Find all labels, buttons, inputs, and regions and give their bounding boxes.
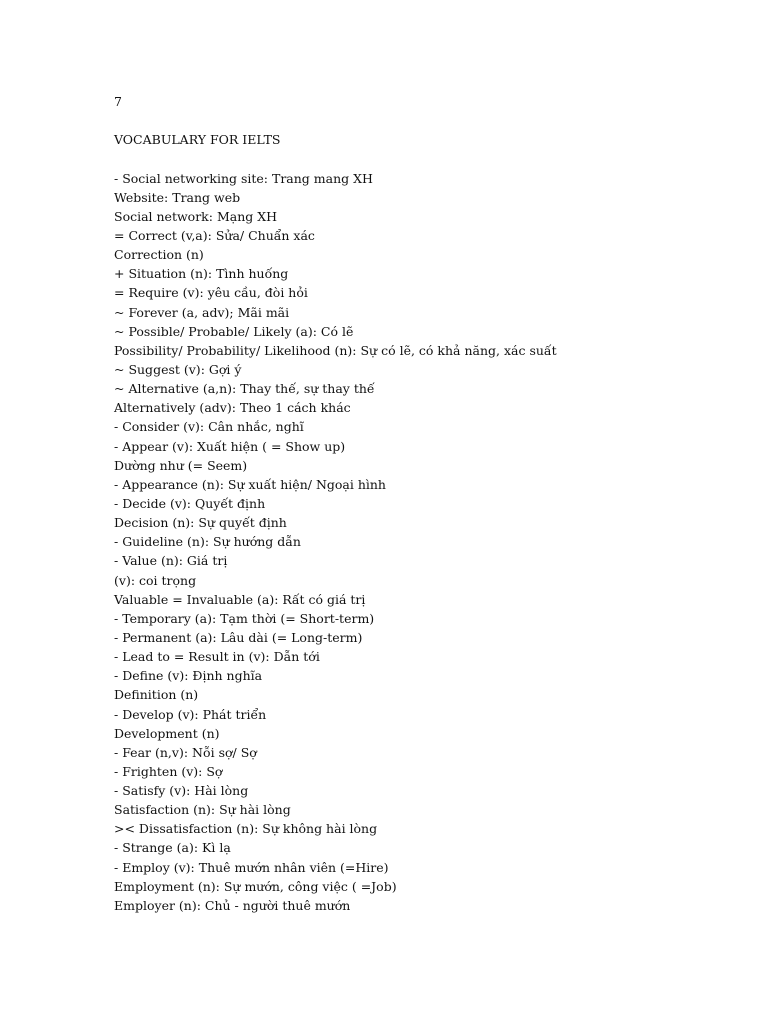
vocab-line: - Develop (v): Phát triển (114, 706, 267, 722)
vocab-line: Dường như (= Seem) (114, 457, 248, 473)
vocab-line: - Consider (v): Cân nhắc, nghĩ (114, 419, 304, 435)
vocab-line: - Satisfy (v): Hài lòng (114, 783, 249, 799)
vocab-line: - Temporary (a): Tạm thời (= Short-term) (114, 610, 375, 626)
vocab-line: Employer (n): Chủ - người thuê mướn (114, 897, 351, 913)
vocab-line: Development (n) (114, 725, 220, 741)
vocab-line: - Strange (a): Kì lạ (114, 840, 231, 856)
vocab-line: - Permanent (a): Lâu dài (= Long-term) (114, 629, 363, 645)
vocab-line: Possibility/ Probability/ Likelihood (n): Sự có lẽ, có khả năng, xác suất (114, 342, 557, 358)
vocab-line: - Value (n): Giá trị (114, 553, 228, 569)
vocab-line: - Appear (v): Xuất hiện ( = Show up) (114, 438, 346, 454)
vocab-line: Social network: Mạng XH (114, 208, 278, 224)
vocab-line: ~ Alternative (a,n): Thay thế, sự thay thế (114, 381, 375, 397)
vocab-line: - Guideline (n): Sự hướng dẫn (114, 534, 301, 550)
vocab-line: Alternatively (adv): Theo 1 cách khác (114, 400, 351, 416)
vocab-line: - Employ (v): Thuê mướn nhân viên (=Hire) (114, 859, 389, 875)
vocab-line: = Correct (v,a): Sửa/ Chuẩn xác (114, 227, 315, 243)
vocab-line: - Appearance (n): Sự xuất hiện/ Ngoại hình (114, 476, 386, 492)
vocab-line: Website: Trang web (114, 189, 241, 205)
vocab-line: - Lead to = Result in (v): Dẫn tới (114, 649, 320, 665)
vocab-line: Correction (n) (114, 247, 204, 263)
vocab-line: + Situation (n): Tình huống (114, 266, 289, 282)
vocab-line: - Fear (n,v): Nỗi sợ/ Sợ (114, 744, 257, 760)
vocab-line: Satisfaction (n): Sự hài lòng (114, 802, 291, 818)
page-number: 7 (114, 94, 122, 109)
document-page (114, 92, 734, 915)
vocab-line: = Require (v): yêu cầu, đòi hỏi (114, 285, 308, 301)
vocab-line: ~ Possible/ Probable/ Likely (a): Có lẽ (114, 323, 354, 339)
vocab-line: - Frighten (v): Sợ (114, 763, 223, 779)
vocab-line: ~ Forever (a, adv); Mãi mãi (114, 304, 290, 320)
vocab-line: >< Dissatisfaction (n): Sự không hài lòng (114, 821, 378, 837)
vocab-line: - Define (v): Định nghĩa (114, 668, 263, 684)
vocab-line: ~ Suggest (v): Gợi ý (114, 361, 242, 377)
vocab-line: Decision (n): Sự quyết định (114, 515, 287, 531)
vocab-line: - Social networking site: Trang mang XH (114, 170, 373, 186)
vocab-line: Employment (n): Sự mướn, công việc ( =Job) (114, 878, 397, 894)
vocab-line: (v): coi trọng (114, 572, 197, 588)
vocab-line: Valuable = Invaluable (a): Rất có giá trị (114, 591, 366, 607)
vocab-line: Definition (n) (114, 687, 199, 703)
document-title: VOCABULARY FOR IELTS (114, 132, 281, 148)
vocab-line: - Decide (v): Quyết định (114, 495, 266, 511)
vocabulary-list (114, 169, 734, 915)
